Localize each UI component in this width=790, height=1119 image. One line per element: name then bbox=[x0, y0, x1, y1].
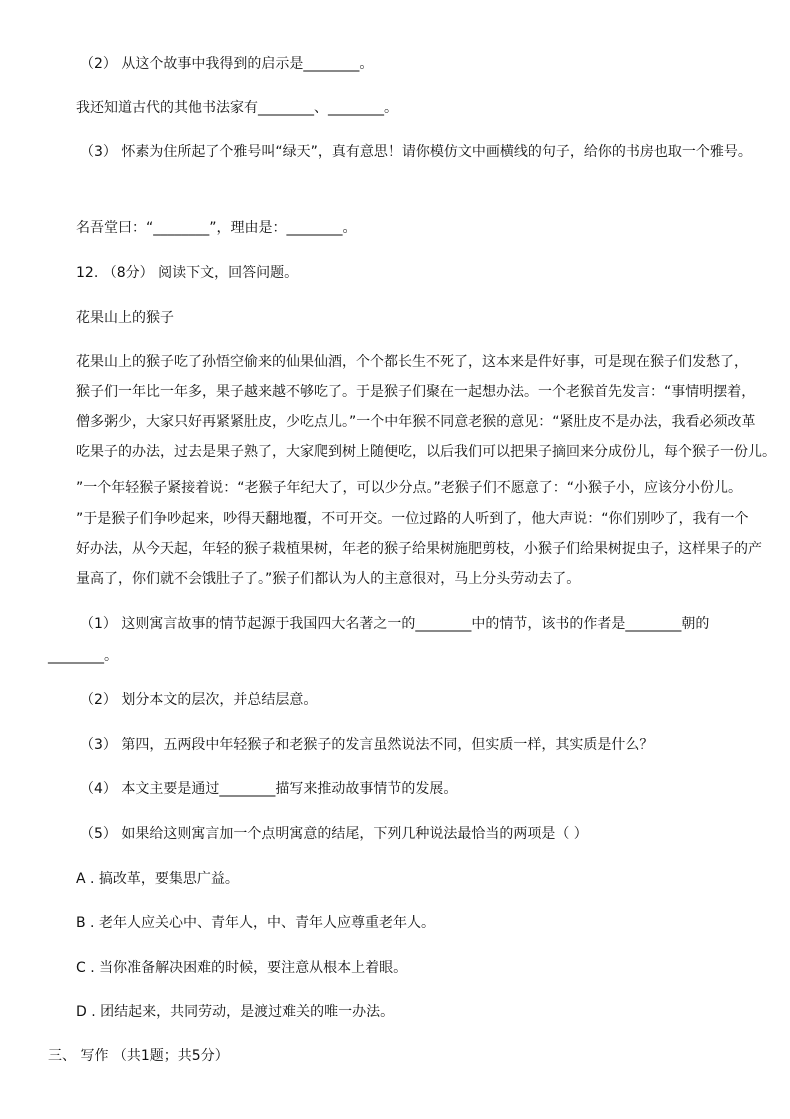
option-a[interactable]: A . 搞改革，要集思广益。 bbox=[76, 871, 239, 887]
story-line-4: 吃果子的办法，过去是果子熟了，大家爬到树上随便吃，以后我们可以把果子摘回来分成份儿，每个猴子一份儿。 bbox=[76, 444, 776, 460]
q12-sub1-line1: （1） 这则寓言故事的情节起源于我国四大名著之一的________中的情节，该书的作者是________朝的 bbox=[80, 616, 710, 632]
story-line-5: ”一个年轻猴子紧接着说：“老猴子年纪大了，可以少分点。”老猴子们不愿意了：“小猴子小，应该分小份儿。 bbox=[76, 480, 743, 496]
option-c[interactable]: C . 当你准备解决困难的时候，要注意从根本上着眼。 bbox=[76, 960, 408, 976]
story-title: 花果山上的猴子 bbox=[76, 310, 174, 326]
section-3-header: 三、 写作 （共1题；共5分） bbox=[48, 1048, 229, 1064]
option-b[interactable]: B . 老年人应关心中、青年人，中、青年人应尊重老年人。 bbox=[76, 915, 435, 931]
q12-sub5: （5） 如果给这则寓言加一个点明寓意的结尾，下列几种说法最恰当的两项是（ ） bbox=[80, 826, 588, 842]
q12-header: 12. （8分） 阅读下文，回答问题。 bbox=[76, 265, 299, 281]
story-line-1: 花果山上的猴子吃了孙悟空偷来的仙果仙酒，个个都长生不死了，这本来是件好事，可是现在猴子们发愁了， bbox=[76, 354, 748, 370]
story-line-3: 僧多粥少，大家只好再紧紧肚皮，少吃点儿。”一个中年猴不同意老猴的意见：“紧肚皮不是办法，我看必须改革 bbox=[76, 414, 756, 430]
q12-sub2: （2） 划分本文的层次，并总结层意。 bbox=[80, 692, 318, 708]
story-line-2: 猴子们一年比一年多，果子越来越不够吃了。于是猴子们聚在一起想办法。一个老猴首先发言：“事情明摆着， bbox=[76, 384, 756, 400]
q12-sub4: （4） 本文主要是通过________描写来推动故事情节的发展。 bbox=[80, 781, 458, 797]
q11-sub3: （3） 怀素为住所起了个雅号叫“绿天”，真有意思！请你模仿文中画横线的句子，给你的书房也取一个雅号。 bbox=[80, 144, 752, 160]
story-line-8: 量高了，你们就不会饿肚子了。”猴子们都认为人的主意很对，马上分头劳动去了。 bbox=[76, 571, 581, 587]
story-line-7: 好办法，从今天起，年轻的猴子栽植果树，年老的猴子给果树施肥剪枝，小猴子们给果树捉虫子，这样果子的产 bbox=[76, 541, 762, 557]
option-d[interactable]: D . 团结起来，共同劳动，是渡过难关的唯一办法。 bbox=[76, 1004, 395, 1020]
story-line-6: ”于是猴子们争吵起来，吵得天翻地覆，不可开交。一位过路的人听到了，他大声说：“你们别吵了，我有一个 bbox=[76, 511, 749, 527]
q12-sub3: （3） 第四，五两段中年轻猴子和老猴子的发言虽然说法不同，但实质一样，其实质是什么？ bbox=[80, 737, 654, 753]
q11-other-calligraphers: 我还知道古代的其他书法家有________、________。 bbox=[76, 100, 398, 116]
q11-answer-line: 名吾堂曰：“________”，理由是：________。 bbox=[76, 220, 357, 236]
q11-sub2: （2） 从这个故事中我得到的启示是________。 bbox=[80, 56, 374, 72]
q12-sub1-line2: ________。 bbox=[48, 648, 118, 664]
